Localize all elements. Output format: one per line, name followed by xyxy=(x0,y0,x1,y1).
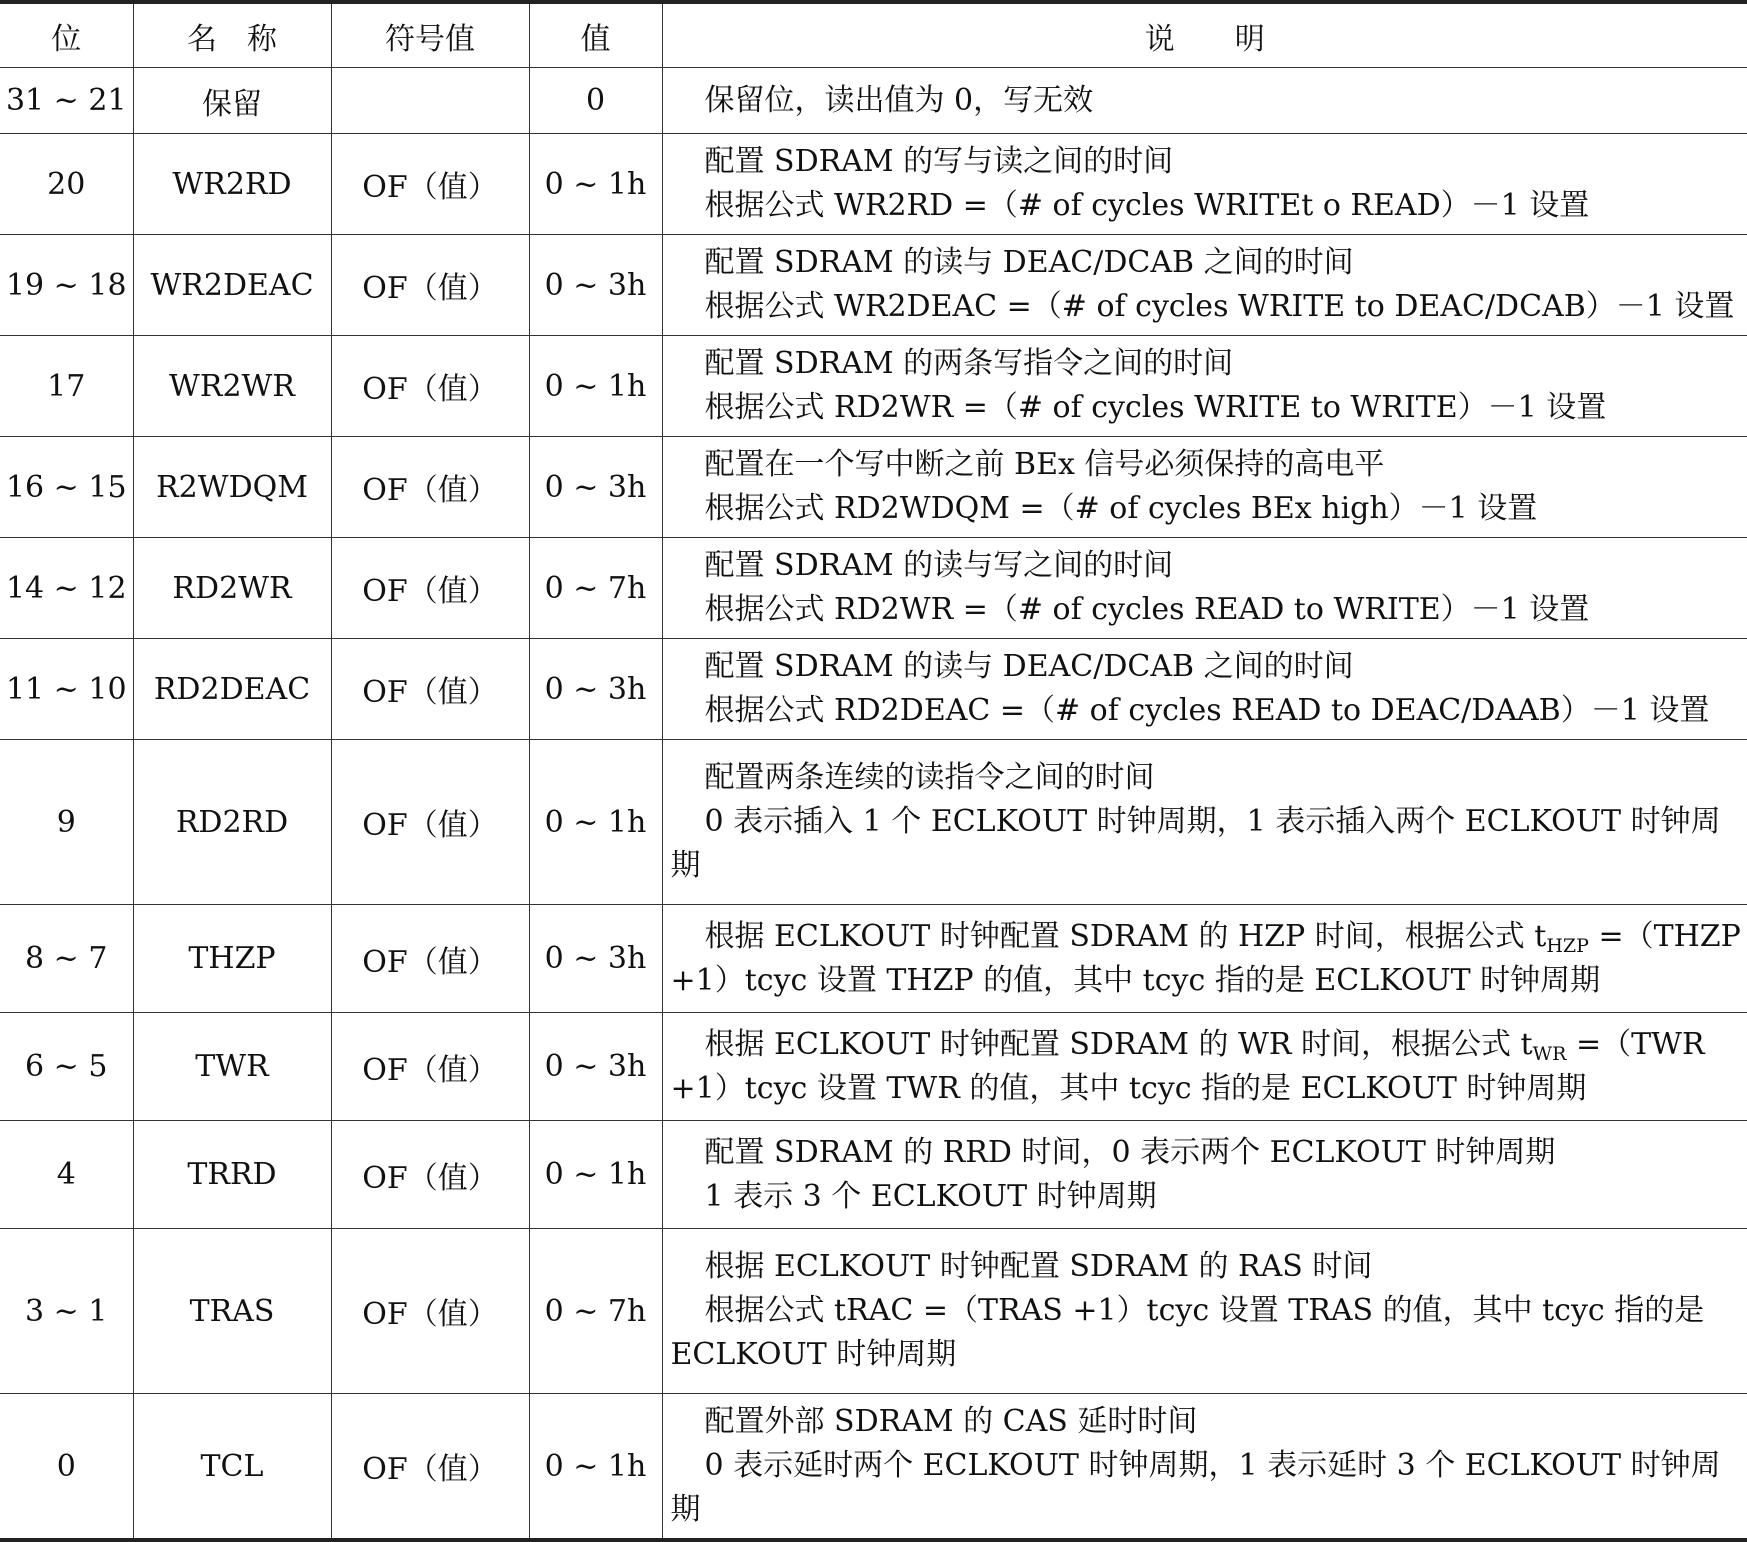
bit-cell: 20 xyxy=(0,134,133,235)
desc-cell xyxy=(662,1229,1747,1394)
desc-line: 根据公式 RD2WDQM =（# of cycles BEx high）－1 设置 xyxy=(704,491,1538,526)
value-cell: 0 ~ 3h xyxy=(529,639,662,740)
bit-cell: 14 ~ 12 xyxy=(0,538,133,639)
name-cell: RD2DEAC xyxy=(133,639,331,740)
value-cell: 0 ~ 3h xyxy=(529,905,662,1013)
value-cell: 0 ~ 1h xyxy=(529,134,662,235)
desc-cell xyxy=(662,437,1747,538)
name-cell: 保留 xyxy=(133,68,331,134)
value-cell: 0 ~ 7h xyxy=(529,1229,662,1394)
bit-cell: 17 xyxy=(0,336,133,437)
name-cell: WR2DEAC xyxy=(133,235,331,336)
desc-cell xyxy=(662,235,1747,336)
symbol-cell: OF（值） xyxy=(331,1013,529,1121)
value-cell: 0 ~ 1h xyxy=(529,336,662,437)
desc-cell xyxy=(662,1013,1747,1121)
value-cell: 0 ~ 1h xyxy=(529,1121,662,1229)
desc-text: 根据 ECLKOUT 时钟配置 SDRAM 的 WR 时间，根据公式 t xyxy=(704,1026,1533,1062)
header-desc: 说 明 xyxy=(662,2,1747,68)
desc-cell xyxy=(662,538,1747,639)
table-row xyxy=(0,1229,1747,1394)
desc-line: 根据公式 tRAC =（TRAS +1）tcyc 设置 TRAS 的值，其中 tcyc 指的是 ECLKOUT 时钟周期 xyxy=(670,1293,1705,1372)
subscript-hzp: HZP xyxy=(1546,934,1589,957)
table-row xyxy=(0,1013,1747,1121)
name-cell: RD2WR xyxy=(133,538,331,639)
desc-cell xyxy=(662,134,1747,235)
bit-cell: 4 xyxy=(0,1121,133,1229)
symbol-cell: OF（值） xyxy=(331,336,529,437)
symbol-cell: OF（值） xyxy=(331,905,529,1013)
desc-line: 根据公式 WR2DEAC =（# of cycles WRITE to DEAC/DCAB）－1 设置 xyxy=(704,289,1735,324)
desc-line: 0 表示延时两个 ECLKOUT 时钟周期，1 表示延时 3 个 ECLKOUT 时钟周期 xyxy=(670,1448,1721,1527)
header-symbol: 符号值 xyxy=(331,2,529,68)
symbol-cell: OF（值） xyxy=(331,1121,529,1229)
header-bit: 位 xyxy=(0,2,133,68)
desc-cell xyxy=(662,905,1747,1013)
symbol-cell: OF（值） xyxy=(331,1229,529,1394)
symbol-cell: OF（值） xyxy=(331,740,529,905)
desc-line: 配置 SDRAM 的 RRD 时间，0 表示两个 ECLKOUT 时钟周期 xyxy=(704,1134,1556,1170)
bit-cell: 8 ~ 7 xyxy=(0,905,133,1013)
desc-cell xyxy=(662,1394,1747,1541)
desc-cell xyxy=(662,740,1747,905)
value-cell: 0 ~ 3h xyxy=(529,235,662,336)
symbol-cell: OF（值） xyxy=(331,134,529,235)
desc-line: 根据公式 RD2WR =（# of cycles WRITE to WRITE）－1 设置 xyxy=(704,390,1607,425)
header-value: 值 xyxy=(529,2,662,68)
table-row xyxy=(0,134,1747,235)
table-row xyxy=(0,1121,1747,1229)
table-row xyxy=(0,235,1747,336)
bit-cell: 9 xyxy=(0,740,133,905)
desc-text: =（THZP +1）tcyc 设置 THZP 的值，其中 tcyc 指的是 ECLKOUT 时钟周期 xyxy=(670,918,1741,998)
bit-cell: 3 ~ 1 xyxy=(0,1229,133,1394)
symbol-cell xyxy=(331,68,529,134)
symbol-cell: OF（值） xyxy=(331,437,529,538)
bit-cell: 31 ~ 21 xyxy=(0,68,133,134)
desc-line: 根据 ECLKOUT 时钟配置 SDRAM 的 RAS 时间 xyxy=(704,1249,1373,1284)
header-name: 名 称 xyxy=(133,2,331,68)
desc-line: 配置 SDRAM 的写与读之间的时间 xyxy=(704,144,1174,179)
desc-cell xyxy=(662,336,1747,437)
desc-line: 根据公式 RD2DEAC =（# of cycles READ to DEAC/DAAB）－1 设置 xyxy=(704,693,1710,728)
desc-line: 配置两条连续的读指令之间的时间 xyxy=(704,760,1155,795)
name-cell: TCL xyxy=(133,1394,331,1541)
symbol-cell: OF（值） xyxy=(331,538,529,639)
name-cell: WR2WR xyxy=(133,336,331,437)
symbol-cell: OF（值） xyxy=(331,235,529,336)
value-cell: 0 ~ 1h xyxy=(529,740,662,905)
table-row xyxy=(0,437,1747,538)
value-cell: 0 ~ 1h xyxy=(529,1394,662,1541)
desc-line: 配置外部 SDRAM 的 CAS 延时时间 xyxy=(704,1404,1198,1439)
name-cell: RD2RD xyxy=(133,740,331,905)
name-cell: TWR xyxy=(133,1013,331,1121)
table-row xyxy=(0,639,1747,740)
bit-cell: 11 ~ 10 xyxy=(0,639,133,740)
symbol-cell: OF（值） xyxy=(331,1394,529,1541)
subscript-wr: WR xyxy=(1532,1042,1567,1065)
value-cell: 0 ~ 3h xyxy=(529,437,662,538)
desc-line: 0 表示插入 1 个 ECLKOUT 时钟周期，1 表示插入两个 ECLKOUT 时钟周期 xyxy=(670,804,1721,883)
desc-line: 根据公式 WR2RD =（# of cycles WRITEt o READ）－1 设置 xyxy=(704,188,1590,223)
table-row xyxy=(0,905,1747,1013)
desc-cell xyxy=(662,68,1747,134)
table-row xyxy=(0,1394,1747,1541)
value-cell: 0 ~ 7h xyxy=(529,538,662,639)
table-row xyxy=(0,538,1747,639)
bit-cell: 19 ~ 18 xyxy=(0,235,133,336)
desc-text: 根据 ECLKOUT 时钟配置 SDRAM 的 HZP 时间，根据公式 t xyxy=(704,918,1547,954)
name-cell: THZP xyxy=(133,905,331,1013)
desc-line xyxy=(671,915,1742,1003)
table-row xyxy=(0,740,1747,905)
table-row xyxy=(0,68,1747,134)
symbol-cell: OF（值） xyxy=(331,639,529,740)
desc-line: 配置 SDRAM 的读与 DEAC/DCAB 之间的时间 xyxy=(704,649,1354,684)
desc-cell xyxy=(662,639,1747,740)
header-row xyxy=(0,2,1747,68)
desc-line: 保留位，读出值为 0，写无效 xyxy=(704,82,1094,118)
desc-line: 配置 SDRAM 的读与 DEAC/DCAB 之间的时间 xyxy=(704,245,1354,280)
desc-line xyxy=(671,1023,1742,1111)
desc-text: =（TWR +1）tcyc 设置 TWR 的值，其中 tcyc 指的是 ECLKOUT 时钟周期 xyxy=(670,1026,1705,1106)
table-row xyxy=(0,336,1747,437)
desc-line: 配置在一个写中断之前 BEx 信号必须保持的高电平 xyxy=(704,447,1385,482)
value-cell: 0 xyxy=(529,68,662,134)
desc-line: 根据公式 RD2WR =（# of cycles READ to WRITE）－1 设置 xyxy=(704,592,1590,627)
name-cell: TRRD xyxy=(133,1121,331,1229)
name-cell: TRAS xyxy=(133,1229,331,1394)
value-cell: 0 ~ 3h xyxy=(529,1013,662,1121)
desc-line: 1 表示 3 个 ECLKOUT 时钟周期 xyxy=(704,1178,1157,1214)
bit-cell: 16 ~ 15 xyxy=(0,437,133,538)
desc-line: 配置 SDRAM 的读与写之间的时间 xyxy=(704,548,1174,583)
name-cell: R2WDQM xyxy=(133,437,331,538)
bit-cell: 6 ~ 5 xyxy=(0,1013,133,1121)
name-cell: WR2RD xyxy=(133,134,331,235)
desc-line: 配置 SDRAM 的两条写指令之间的时间 xyxy=(704,346,1234,381)
bit-cell: 0 xyxy=(0,1394,133,1541)
desc-cell xyxy=(662,1121,1747,1229)
